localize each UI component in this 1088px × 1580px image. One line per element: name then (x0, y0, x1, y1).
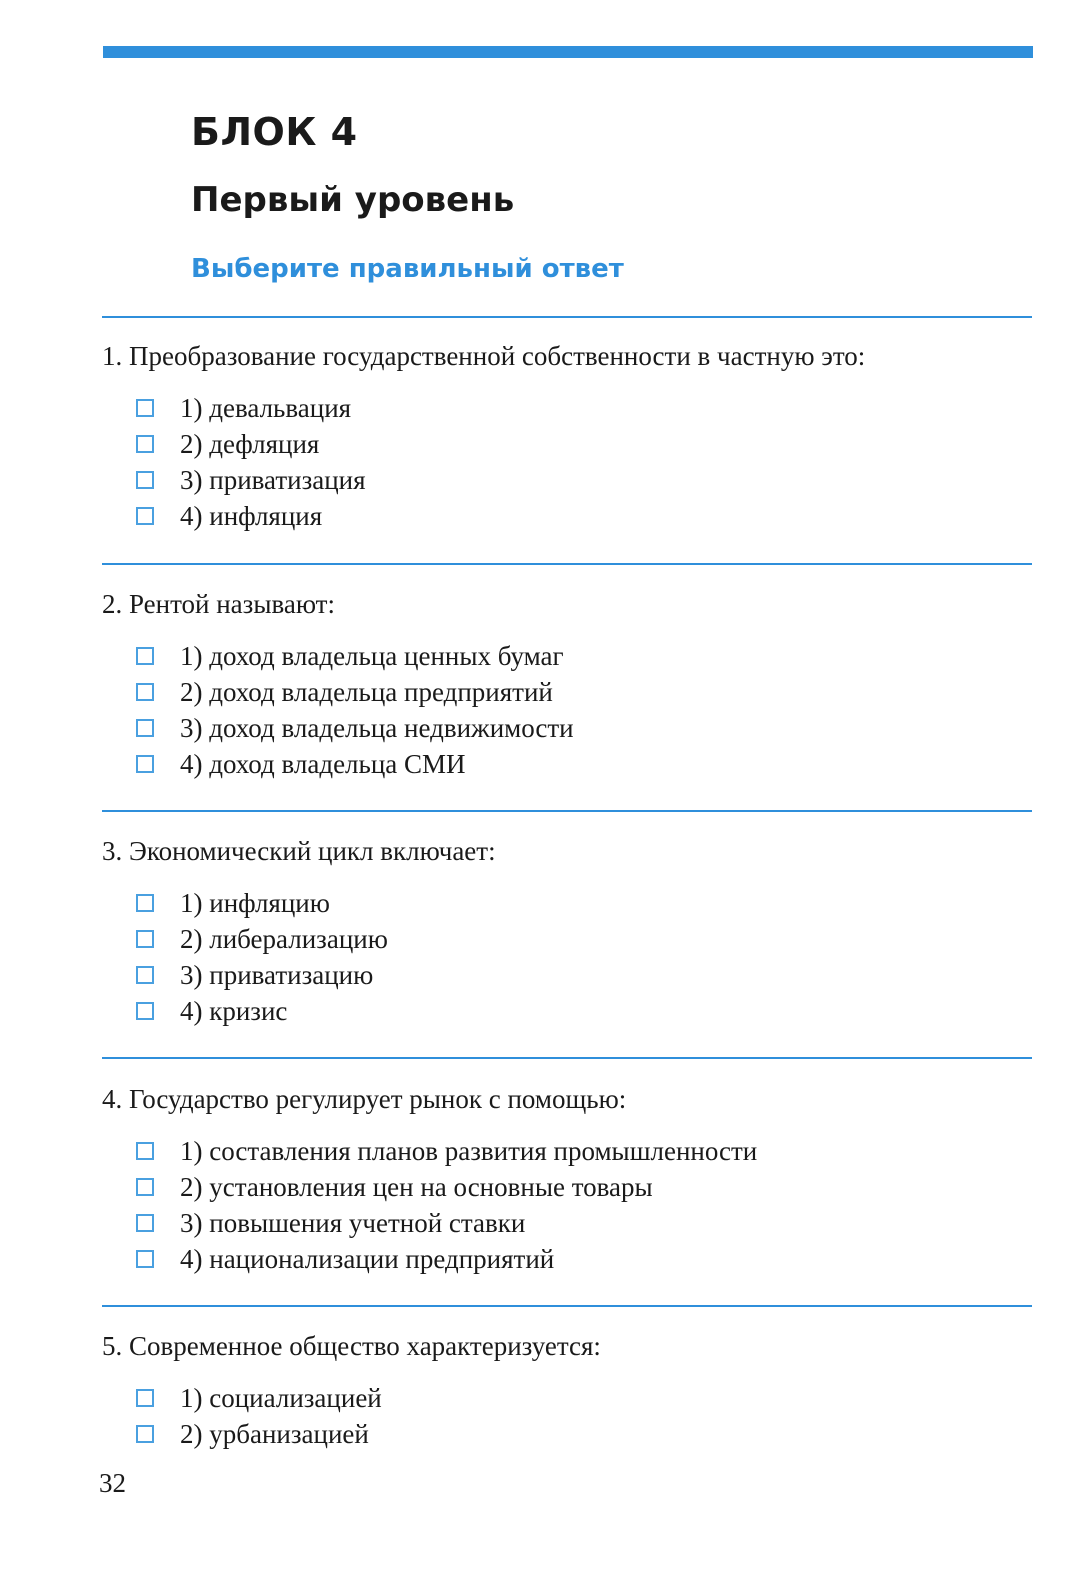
option-label: 4) кризис (180, 995, 288, 1026)
option-item[interactable] (102, 1133, 1032, 1169)
instruction: Выберите правильный ответ (191, 254, 624, 284)
divider (102, 563, 1032, 565)
options-list (102, 1133, 1032, 1277)
checkbox-icon[interactable] (136, 930, 154, 948)
checkbox-icon[interactable] (136, 1002, 154, 1020)
option-label: 2) урбанизацией (180, 1418, 369, 1449)
checkbox-icon[interactable] (136, 1425, 154, 1443)
option-item[interactable] (102, 638, 1032, 674)
divider (102, 1305, 1032, 1307)
question-text: 5. Современное общество характеризуется: (102, 1331, 601, 1361)
option-label: 3) доход владельца недвижимости (180, 712, 574, 743)
checkbox-icon[interactable] (136, 683, 154, 701)
option-label: 2) либерализацию (180, 923, 388, 954)
option-label: 1) составления планов развития промышленности (180, 1135, 758, 1166)
option-label: 2) доход владельца предприятий (180, 676, 553, 707)
option-label: 1) девальвация (180, 392, 352, 423)
option-label: 4) национализации предприятий (180, 1243, 555, 1274)
option-label: 3) повышения учетной ставки (180, 1207, 526, 1238)
option-item[interactable] (102, 1241, 1032, 1277)
checkbox-icon[interactable] (136, 507, 154, 525)
option-item[interactable] (102, 674, 1032, 710)
option-item[interactable] (102, 498, 1032, 534)
option-item[interactable] (102, 993, 1032, 1029)
divider (102, 1057, 1032, 1059)
option-item[interactable] (102, 957, 1032, 993)
checkbox-icon[interactable] (136, 894, 154, 912)
options-list (102, 885, 1032, 1029)
options-list (102, 1380, 1032, 1452)
option-item[interactable] (102, 1416, 1032, 1452)
options-list (102, 638, 1032, 782)
option-label: 1) инфляцию (180, 887, 330, 918)
option-item[interactable] (102, 390, 1032, 426)
checkbox-icon[interactable] (136, 647, 154, 665)
options-list (102, 390, 1032, 534)
option-item[interactable] (102, 1205, 1032, 1241)
option-item[interactable] (102, 921, 1032, 957)
option-item[interactable] (102, 1380, 1032, 1416)
level-title: Первый уровень (191, 180, 515, 220)
question-text: 2. Рентой называют: (102, 589, 335, 619)
option-item[interactable] (102, 1169, 1032, 1205)
option-label: 2) дефляция (180, 428, 320, 459)
option-label: 4) инфляция (180, 500, 323, 531)
option-item[interactable] (102, 426, 1032, 462)
checkbox-icon[interactable] (136, 1142, 154, 1160)
top-accent-bar (103, 46, 1033, 58)
question-5 (102, 1330, 1032, 1452)
question-3 (102, 835, 1032, 1029)
question-4 (102, 1083, 1032, 1277)
option-label: 3) приватизацию (180, 959, 374, 990)
checkbox-icon[interactable] (136, 966, 154, 984)
option-label: 1) доход владельца ценных бумаг (180, 640, 564, 671)
checkbox-icon[interactable] (136, 1214, 154, 1232)
question-2 (102, 588, 1032, 782)
checkbox-icon[interactable] (136, 471, 154, 489)
checkbox-icon[interactable] (136, 399, 154, 417)
question-text: 1. Преобразование государственной собственности в частную это: (102, 341, 866, 371)
option-label: 1) социализацией (180, 1382, 382, 1413)
option-label: 2) установления цен на основные товары (180, 1171, 653, 1202)
question-text: 4. Государство регулирует рынок с помощью: (102, 1084, 627, 1114)
checkbox-icon[interactable] (136, 1178, 154, 1196)
divider (102, 316, 1032, 318)
option-label: 4) доход владельца СМИ (180, 748, 466, 779)
checkbox-icon[interactable] (136, 435, 154, 453)
checkbox-icon[interactable] (136, 755, 154, 773)
block-title: БЛОК 4 (191, 110, 358, 154)
question-1 (102, 340, 1032, 534)
checkbox-icon[interactable] (136, 1389, 154, 1407)
checkbox-icon[interactable] (136, 1250, 154, 1268)
option-item[interactable] (102, 885, 1032, 921)
option-item[interactable] (102, 462, 1032, 498)
option-item[interactable] (102, 710, 1032, 746)
question-text: 3. Экономический цикл включает: (102, 836, 496, 866)
divider (102, 810, 1032, 812)
page-number: 32 (99, 1468, 126, 1498)
option-label: 3) приватизация (180, 464, 366, 495)
option-item[interactable] (102, 746, 1032, 782)
checkbox-icon[interactable] (136, 719, 154, 737)
